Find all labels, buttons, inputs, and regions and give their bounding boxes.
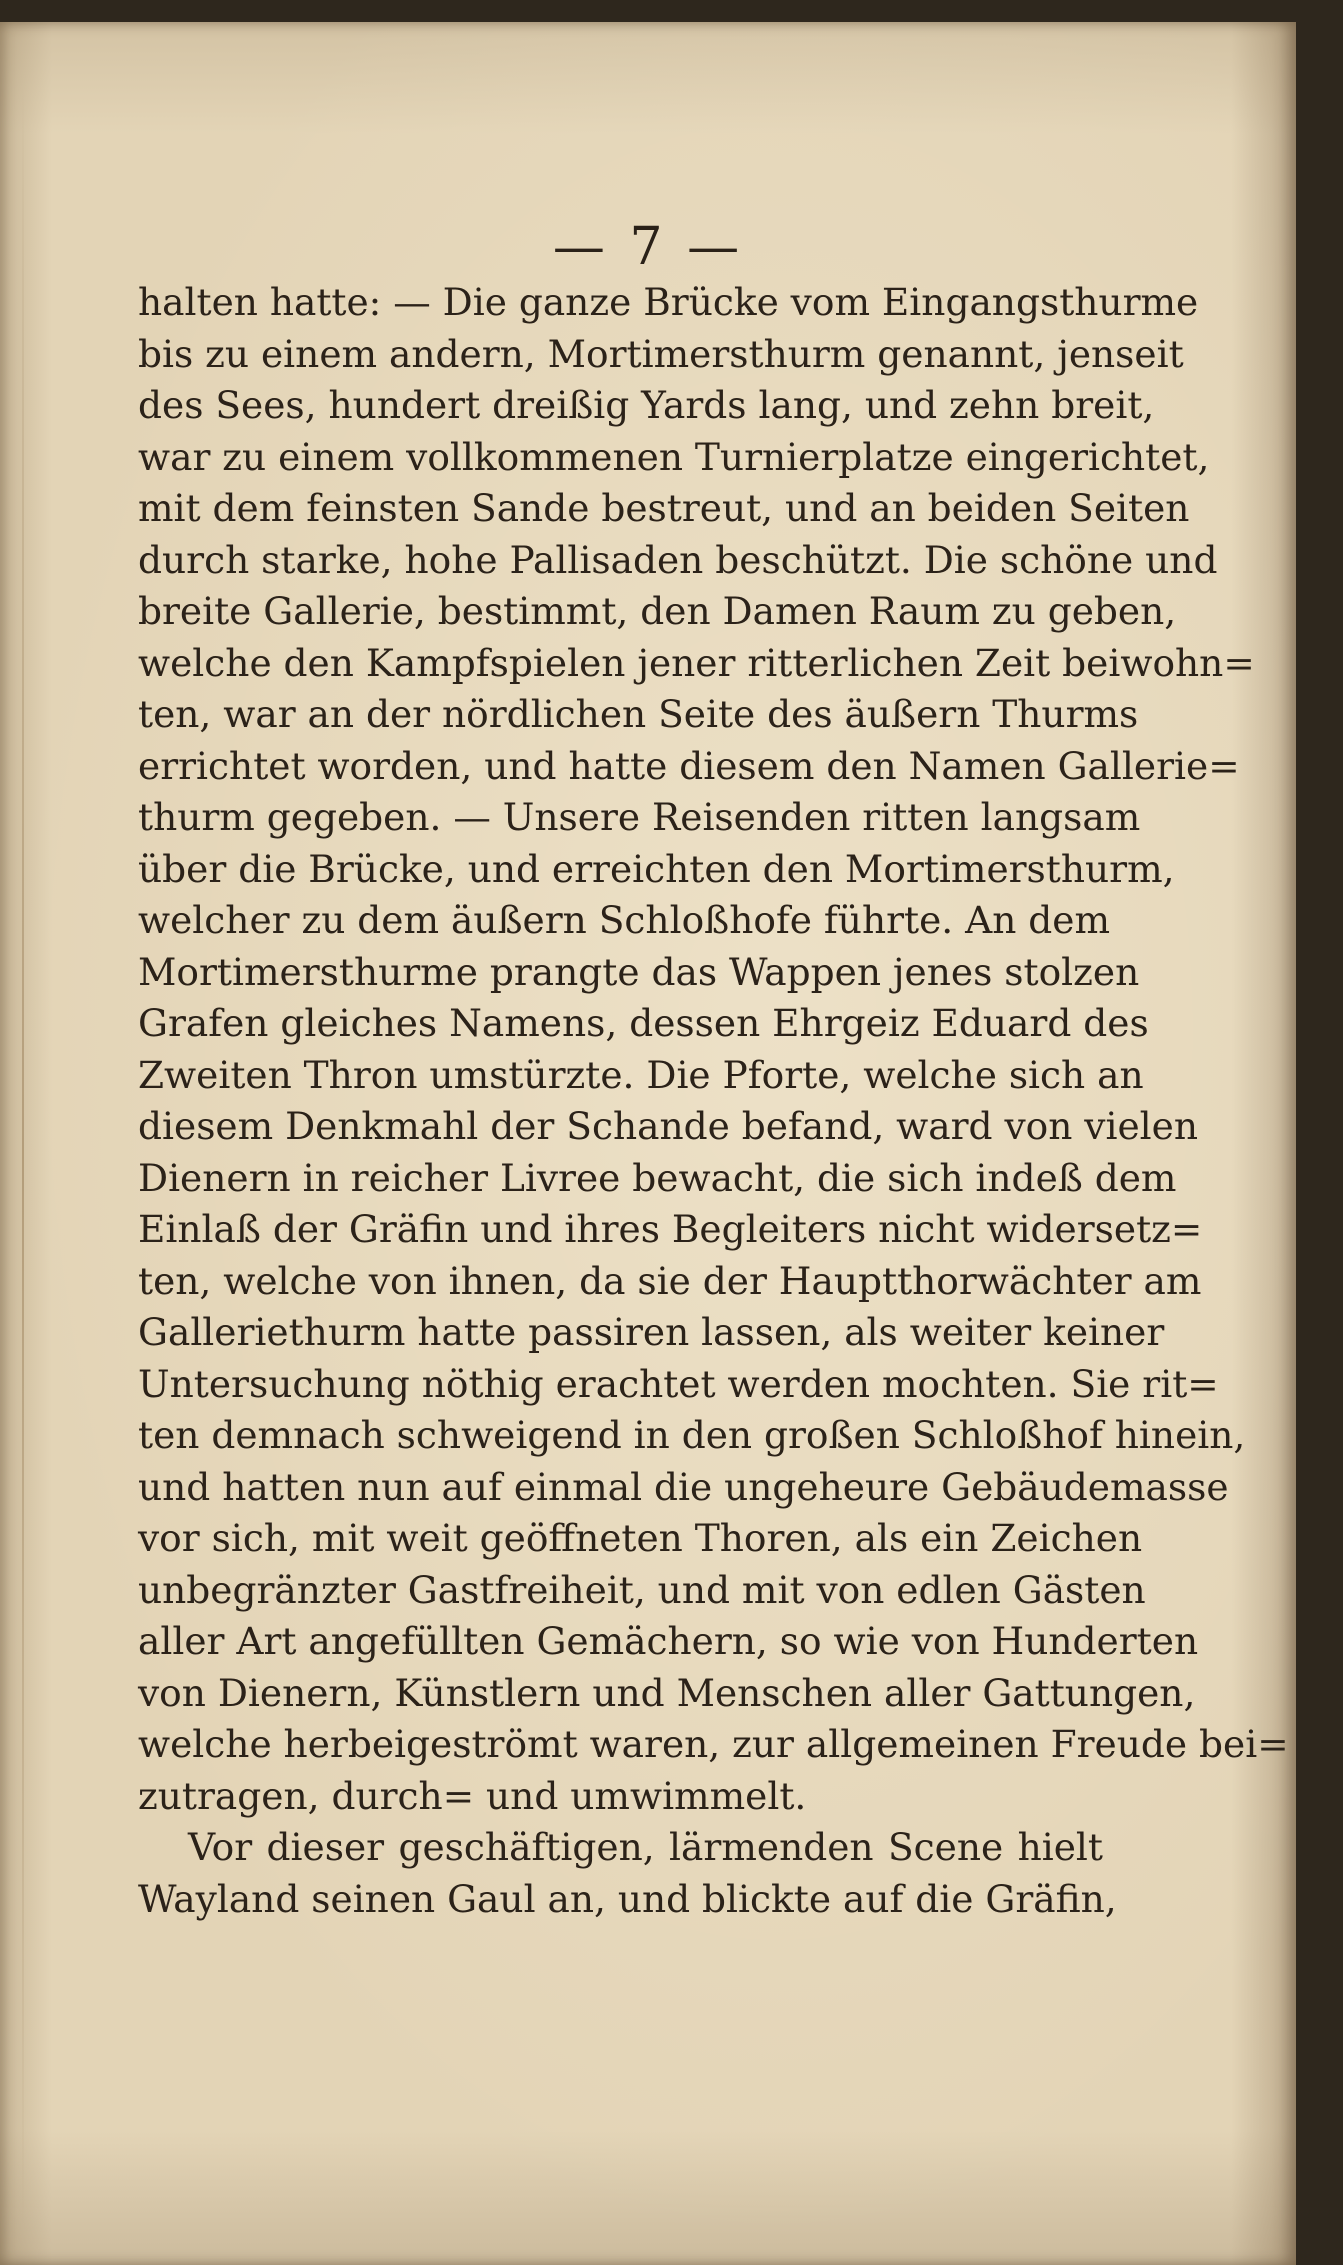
text-line: mit dem feinsten Sande bestreut, und an beiden Seiten — [138, 486, 1190, 530]
text-line: Grafen gleiches Namens, dessen Ehrgeiz Eduard des — [138, 1001, 1149, 1045]
text-line: Zweiten Thron umstürzte. Die Pforte, welche sich an — [138, 1052, 1144, 1097]
text-line: welcher zu dem äußern Schloßhofe führte. An dem — [138, 898, 1111, 942]
text-line: vor sich, mit weit geöffneten Thoren, als ein Zeichen — [138, 1516, 1143, 1560]
text-line: war zu einem vollkommenen Turnierplatze eingerichtet, — [138, 434, 1210, 479]
text-line: Wayland seinen Gaul an, und blickte auf die Gräfin, — [138, 1876, 1117, 1921]
gutter-shadow — [22, 82, 24, 2232]
text-line-paragraph-end: zutragen, durch= und umwimmelt. — [138, 1773, 807, 1818]
text-line: errichtet worden, und hatte diesem den Namen Gallerie= — [138, 743, 1240, 788]
paper-sheet — [0, 22, 1296, 2265]
text-line: und hatten nun auf einmal die ungeheure Gebäudemasse — [138, 1464, 1229, 1509]
text-line: ten, welche von ihnen, da sie der Hauptthorwächter am — [138, 1258, 1202, 1303]
text-line: welche den Kampfspielen jener ritterlichen Zeit beiwohn= — [138, 640, 1255, 685]
text-line: unbegränzter Gastfreiheit, und mit von edlen Gästen — [138, 1567, 1146, 1612]
text-line: Galleriethurm hatte passiren lassen, als weiter keiner — [138, 1310, 1165, 1354]
text-line: thurm gegeben. — Unsere Reisenden ritten langsam — [138, 795, 1141, 839]
text-line: durch starke, hohe Pallisaden beschützt. Die schöne und — [138, 537, 1218, 582]
text-line: bis zu einem andern, Mortimersthurm genannt, jenseit — [138, 331, 1184, 376]
text-line: ten, war an der nördlichen Seite des äußern Thurms — [138, 692, 1139, 736]
body-text — [138, 277, 1289, 1925]
text-line: welche herbeigeströmt waren, zur allgemeinen Freude bei= — [138, 1722, 1289, 1766]
text-line: ten demnach schweigend in den großen Schloßhof hinein, — [138, 1413, 1246, 1457]
text-line: Dienern in reicher Livree bewacht, die sich indeß dem — [138, 1155, 1177, 1200]
text-line: über die Brücke, und erreichten den Mortimersthurm, — [138, 846, 1175, 891]
text-line: des Sees, hundert dreißig Yards lang, und zehn breit, — [138, 383, 1155, 427]
text-line: von Dienern, Künstlern und Menschen aller Gattungen, — [138, 1670, 1196, 1715]
page-number-header: — 7 — — [552, 217, 744, 277]
text-line: halten hatte: — Die ganze Brücke vom Eingangsthurme — [138, 280, 1199, 324]
text-line: aller Art angefüllten Gemächern, so wie von Hunderten — [138, 1619, 1199, 1663]
text-line-paragraph-start: Vor dieser geschäftigen, lärmenden Scene hielt — [188, 1825, 1103, 1869]
text-line: Mortimersthurme prangte das Wappen jenes stolzen — [138, 949, 1140, 994]
text-line: breite Gallerie, bestimmt, den Damen Raum zu geben, — [138, 589, 1177, 633]
text-line: Einlaß der Gräfin und ihres Begleiters nicht widersetz= — [138, 1207, 1203, 1251]
text-line: diesem Denkmahl der Schande befand, ward von vielen — [138, 1104, 1199, 1148]
text-line: Untersuchung nöthig erachtet werden mochten. Sie rit= — [138, 1361, 1219, 1406]
